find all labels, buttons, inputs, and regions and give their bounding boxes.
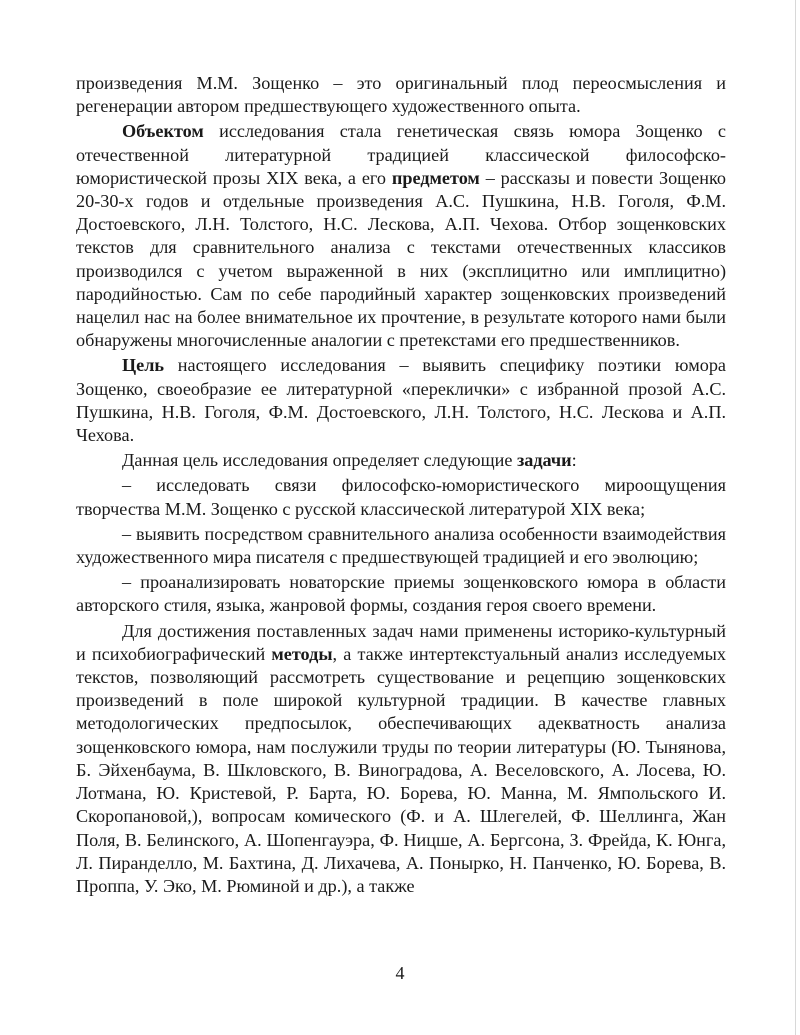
paragraph-text: , а также интертекстуальный анализ исследуемых текстов, позволяющий рассмотреть существование и рецепцию зощенковских произведений в поле широкой культурной традиции. В качестве главных методологических предпосылок, обеспечивающих адекватность анализа зощенковского юмора, нам послужили труды по теории литературы (Ю. Тынянова, Б. Эйхенбаума, В. Шкловского, В. Виноградова, А. Веселовского, А. Лосева, Ю. Лотмана, Ю. Кристевой, Р. Барта, Ю. Борева, Ю. Манна, М. Ямпольского И. Скоропановой,), вопросам комического (Ф. и А. Шлегелей, Ф. Шеллинга, Жан Поля, В. Белинского, А. Шопенгауэра, Ф. Ницше, А. Бергсона, З. Фрейда, К. Юнга, Л. Пиранделло, М. Бахтина, Д. Лихачева, А. Понырко, Н. Панченко, Ю. Борева, В. Проппа, У. Эко, М. Рюминой и др.), а также [76,643,726,896]
list-item-text: – исследовать связи философско-юмористического мироощущения творчества М.М. Зощенко с русской классической литературой XIX века; [76,475,726,519]
list-item-task-2 [76,523,726,569]
paragraph-tasks-intro [76,449,726,472]
term-tasks: задачи [516,450,572,471]
paragraph-text: : [571,450,577,471]
paragraph-text: исследования стала генетическая связь юмора Зощенко с отечественной литературной традицией классической философско-юмористической прозы XIX века, а его [76,121,726,188]
page-number: 4 [395,963,405,983]
list-item-task-1 [76,474,726,520]
term-goal: Цель [122,355,165,376]
paragraph-text: Данная цель исследования определяет следующие [122,450,517,471]
list-item-task-3 [76,571,726,617]
list-item-text: – проанализировать новаторские приемы зощенковского юмора в области авторского стиля, языка, жанровой формы, создания героя своего времени. [76,572,726,616]
term-object: Объектом [122,121,204,142]
paragraph-intro-continuation [76,72,726,118]
paragraph-text: настоящего исследования – выявить специфику поэтики юмора Зощенко, своеобразие ее литературной «переклички» с избранной прозой А.С. Пушкина, Н.В. Гоголя, Ф.М. Достоевского, Л.Н. Толстого, Н.С. Лескова и А.П. Чехова. [76,355,726,446]
paragraph-object-subject [76,120,726,352]
term-subject: предметом [391,167,480,188]
paragraph-text: Для достижения поставленных задач нами применены историко-культурный и психобиографический [76,620,726,664]
paragraph-text: – рассказы и повести Зощенко 20-30-х годов и отдельные произведения А.С. Пушкина, Н.В. Гоголя, Ф.М. Достоевского, Л.Н. Толстого, Н.С. Лескова, А.П. Чехова. Отбор зощенковских текстов для сравнительного анализа с текстами отечественных классиков производился с учетом выраженной в них (эксплицитно или имплицитно) пародийностью. Сам по себе пародийный характер зощенковских произведений нацелил нас на более внимательное их прочтение, в результате которого нами были обнаружены многочисленные аналогии с претекстами его предшественников. [76,167,726,351]
list-item-text: – выявить посредством сравнительного анализа особенности взаимодействия художественного мира писателя с предшествующей традицией и его эволюцию; [76,523,726,568]
scan-edge-divider [795,0,796,1035]
paragraph-methods [76,620,726,898]
term-methods: методы [271,643,333,664]
paragraph-goal [76,354,726,447]
paragraph-text: произведения М.М. Зощенко – это оригинальный плод переосмысления и регенерации автором предшествующего художественного опыта. [76,73,726,117]
document-page [76,72,726,898]
